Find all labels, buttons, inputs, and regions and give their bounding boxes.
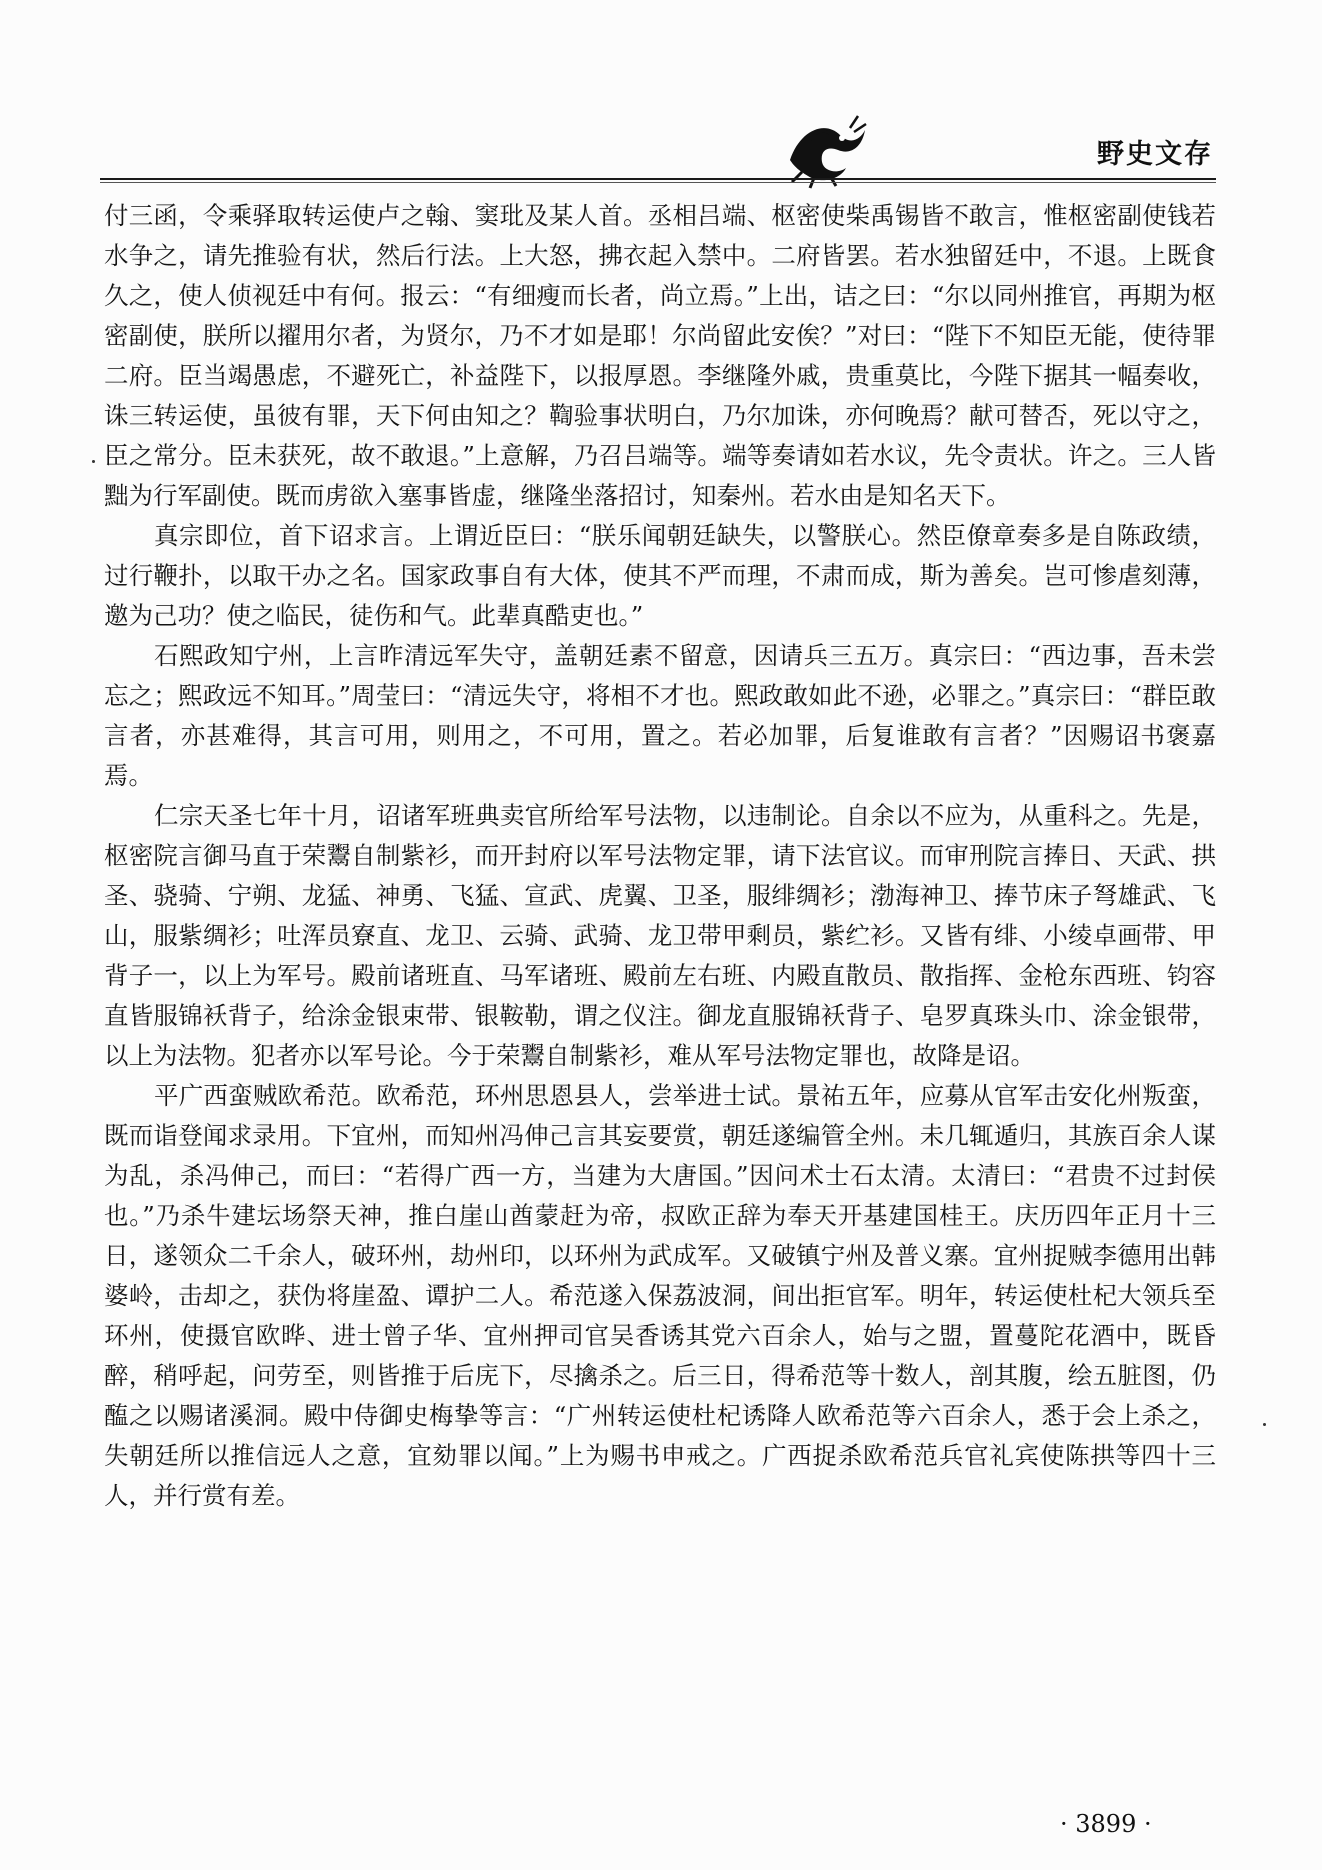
header-rule-thin (100, 182, 1216, 183)
paragraph-3: 石熙政知宁州，上言昨清远军失守，盖朝廷素不留意，因请兵三五万。真宗曰：“西边事，吾未尝忘之；熙政远不知耳。”周莹曰：“清远失守，将相不才也。熙政敢如此不逊，必罪之。”真宗曰：“群臣敢言者，亦甚难得，其言可用，则用之，不可用，置之。若必加罪，后复谁敢有言者？”因赐诏书褒嘉焉。 (104, 641, 1216, 790)
paragraph-2: 真宗即位，首下诏求言。上谓近臣曰：“朕乐闻朝廷缺失，以警朕心。然臣僚章奏多是自陈政绩，过行鞭扑，以取干办之名。国家政事自有大体，使其不严而理，不肃而成，斯为善矣。岂可惨虐刻薄，邀为己功？使之临民，徒伤和气。此辈真酷吏也。” (104, 521, 1216, 630)
page-number: · 3899 · (1060, 1810, 1152, 1838)
body-text (104, 196, 1216, 1516)
running-title: 野史文存 (1097, 139, 1213, 170)
scan-speck (92, 460, 95, 463)
paragraph-5: 平广西蛮贼欧希范。欧希范，环州思恩县人，尝举进士试。景祐五年，应募从官军击安化州叛蛮，既而诣登闻求录用。下宜州，而知州冯伸己言其妄要赏，朝廷遂编管全州。未几辄遁归，其族百余人谋为乱，杀冯伸己，而曰：“若得广西一方，当建为大唐国。”因问术士石太清。太清曰：“君贵不过封侯也。”乃杀牛建坛场祭天神，推白崖山酋蒙赶为帝，叔欧正辞为奉天开基建国桂王。庆历四年正月十三日，遂领众二千余人，破环州，劫州印，以环州为武成军。又破镇宁州及普义寨。宜州捉贼李德用出韩婆岭，击却之，获伪将崖盈、谭护二人。希范遂入保荔波洞，间出拒官军。明年，转运使杜杞大领兵至环州，使摄官欧晔、进士曾子华、宜州押司官吴香诱其党六百余人，始与之盟，置蔓陀花酒中，既昏醉，稍呼起，问劳至，则皆推于后庑下，尽擒杀之。后三日，得希范等十数人，剖其腹，绘五脏图，仍醢之以赐诸溪洞。殿中侍御史梅挚等言：“广州转运使杜杞诱降人欧希范等六百余人，悉于会上杀之，失朝廷所以推信远人之意，宜劾罪以闻。”上为赐书申戒之。广西捉杀欧希范兵官礼宾使陈拱等四十三人，并行赏有差。 (104, 1081, 1216, 1510)
paragraph-1: 付三函，令乘驿取转运使卢之翰、窦玭及某人首。丞相吕端、枢密使柴禹锡皆不敢言，惟枢密副使钱若水争之，请先推验有状，然后行法。上大怒，拂衣起入禁中。二府皆罢。若水独留廷中，不退。上既食久之，使人侦视廷中有何。报云：“有细瘦而长者，尚立焉。”上出，诘之曰：“尔以同州推官，再期为枢密副使，朕所以擢用尔者，为贤尔，乃不才如是耶！尔尚留此安俟？”对曰：“陛下不知臣无能，使待罪二府。臣当竭愚虑，不避死亡，补益陛下，以报厚恩。李继隆外戚，贵重莫比，今陛下据其一幅奏收，诛三转运使，虽彼有罪，天下何由知之？鞫验事状明白，乃尔加诛，亦何晚焉？献可替否，死以守之，臣之常分。臣未获死，故不敢退。”上意解，乃召吕端等。端等奏请如若水议，先令责状。许之。三人皆黜为行军副使。既而虏欲入塞事皆虚，继隆坐落招讨，知秦州。若水由是知名天下。 (104, 201, 1216, 510)
scan-speck (1263, 1423, 1266, 1426)
paragraph-4: 仁宗天圣七年十月，诏诸军班典卖官所给军号法物，以违制论。自余以不应为，从重科之。先是，枢密院言御马直于荣鬻自制紫衫，而开封府以军号法物定罪，请下法官议。而审刑院言捧日、天武、拱圣、骁骑、宁朔、龙猛、神勇、飞猛、宣武、虎翼、卫圣，服绯绸衫；渤海神卫、捧节床子弩雄武、飞山，服紫绸衫；吐浑员寮直、龙卫、云骑、武骑、龙卫带甲剩员，紫纻衫。又皆有绯、小绫卓画带、甲背子一，以上为军号。殿前诸班直、马军诸班、殿前左右班、内殿直散员、散指挥、金枪东西班、钧容直皆服锦袄背子，给涂金银束带、银鞍勒，谓之仪注。御龙直服锦袄背子、皂罗真珠头巾、涂金银带，以上为法物。犯者亦以军号论。今于荣鬻自制紫衫，难从军号法物定罪也，故降是诏。 (104, 801, 1216, 1070)
header-rule (100, 178, 1216, 180)
